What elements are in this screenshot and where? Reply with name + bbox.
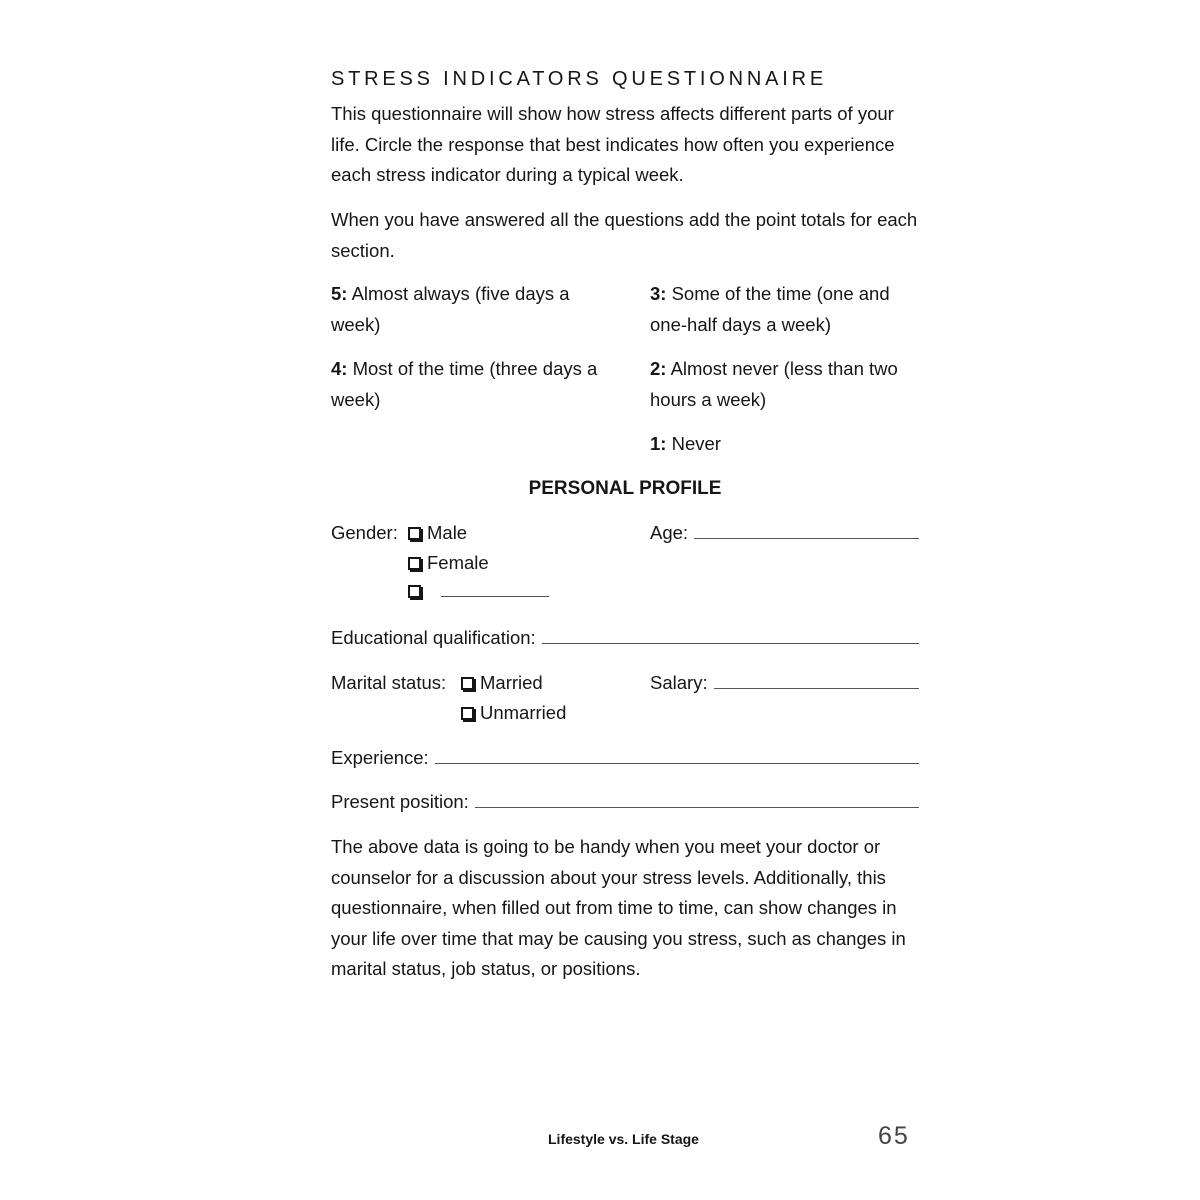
salary-blank[interactable] (714, 670, 919, 689)
marital-status-label: Marital status: (331, 672, 447, 693)
age-field: Age: (650, 518, 919, 548)
running-footer-title: Lifestyle vs. Life Stage (548, 1131, 699, 1147)
gender-label: Gender: (331, 522, 398, 543)
gender-option-female[interactable]: Female (408, 548, 489, 578)
present-position-field: Present position: (331, 787, 919, 817)
checkbox-icon[interactable] (461, 707, 474, 720)
scale-item-2: 2: Almost never (less than two hours a week) (650, 358, 898, 410)
experience-blank[interactable] (435, 745, 919, 764)
intro-paragraph: This questionnaire will show how stress affects different parts of your life. Circle the response that best indicates how often you experience each stress indicator during a typical week. (331, 103, 895, 185)
closing-paragraph: The above data is going to be handy when you meet your doctor or counselor for a discussion about your stress levels. Additionally, this questionnaire, when filled out from time to time, can show changes in your life over time that may be causing you stress, such as changes in marital status, job status, or positions. (331, 836, 906, 979)
salary-field: Salary: (650, 668, 919, 698)
gender-other-blank[interactable] (441, 578, 549, 597)
education-blank[interactable] (542, 625, 919, 644)
scale-item-1: 1: Never (650, 433, 721, 454)
checkbox-icon[interactable] (408, 527, 421, 540)
gender-option-other[interactable] (408, 578, 549, 597)
experience-field: Experience: (331, 743, 919, 773)
checkbox-icon[interactable] (408, 585, 421, 598)
age-blank[interactable] (694, 520, 919, 539)
checkbox-icon[interactable] (461, 677, 474, 690)
marital-option-married[interactable]: Married (461, 668, 543, 698)
checkbox-icon[interactable] (408, 557, 421, 570)
scale-item-3: 3: Some of the time (one and one-half days a week) (650, 283, 890, 335)
scale-item-4: 4: Most of the time (three days a week) (331, 358, 598, 410)
page-title: STRESS INDICATORS QUESTIONNAIRE (331, 68, 828, 90)
gender-option-male[interactable]: Male (408, 518, 467, 548)
instructions-paragraph: When you have answered all the questions add the point totals for each section. (331, 209, 918, 261)
personal-profile-heading: PERSONAL PROFILE (528, 478, 722, 499)
education-field: Educational qualification: (331, 623, 919, 653)
marital-option-unmarried[interactable]: Unmarried (461, 698, 566, 728)
present-position-blank[interactable] (475, 789, 919, 808)
page-number: 65 (878, 1122, 910, 1150)
scale-item-5: 5: Almost always (five days a week) (331, 283, 570, 335)
